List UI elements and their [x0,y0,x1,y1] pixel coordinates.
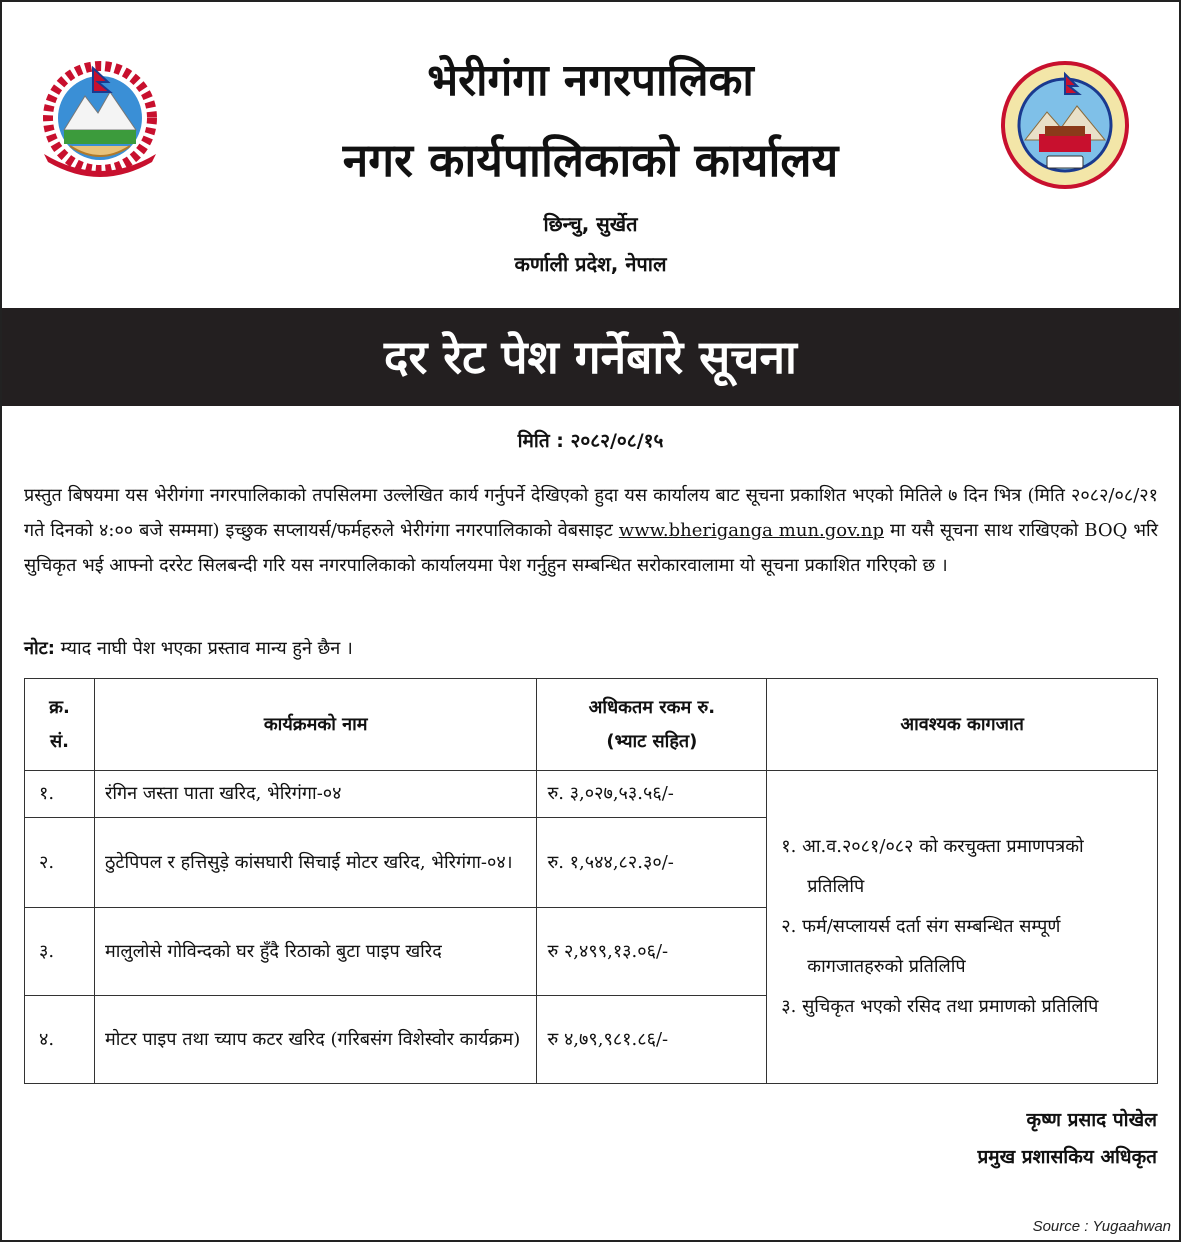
notice-body [24,478,1158,583]
notice-banner-title: दर रेट पेश गर्नेबारे सूचना [2,308,1179,406]
header-program-name: कार्यक्रमको नाम [94,679,537,771]
website-link[interactable]: www.bheriganga mun.gov.np [618,520,885,541]
required-documents-cell [767,771,1158,1084]
notice-body-part2: मा यसै सूचना साथ राखिएको BOQ भरि सुचिकृत भई आफ्नो दररेट सिलबन्दी गरि यस नगरपालिकाको कार्यालयमा पेश गर्नुहुन सम्बन्धित सरोकारवालामा यो सूचना प्रकाशित गरिएको छ । [24,520,1158,576]
row-program-name: ठुटेपिपल र हत्तिसुड़े कांसघारी सिचाई मोटर खरिद, भेरिगंगा-०४। [94,818,537,908]
row-program-name: मोटर पाइप तथा च्याप कटर खरिद (गरिबसंग विशेस्वोर कार्यक्रम) [94,996,537,1084]
table-row [25,771,1158,818]
row-program-name: रंगिन जस्ता पाता खरिद, भेरिगंगा-०४ [94,771,537,818]
source-credit: Source : Yugaahwan [1032,1218,1171,1235]
header-required-documents: आवश्यक कागजात [767,679,1158,771]
note-text: म्याद नाघी पेश भएका प्रस्ताव मान्य हुने छैन । [54,638,353,659]
document-item: २. फर्म/सप्लायर्स दर्ता संग सम्बन्धित सम्पूर्ण कागजातहरुको प्रतिलिपि [781,916,1061,977]
row-amount: रु २,४९९,१३.०६/- [537,908,767,996]
address-line2: कर्णाली प्रदेश, नेपाल [514,252,667,276]
table-header-row [25,679,1158,771]
row-serial: १. [25,771,95,818]
address-line1: छिन्चु, सुर्खेत [543,212,638,236]
notice-note [24,636,1158,660]
row-program-name: मालुलोसे गोविन्दको घर हुँदै रिठाको बुटा पाइप खरिद [94,908,537,996]
procurement-table [24,678,1158,1084]
notice-date: मिति : २०८२/०८/१५ [517,430,664,452]
row-serial: ३. [25,908,95,996]
header-max-amount: अधिकतम रकम रु. (भ्याट सहित) [537,679,767,771]
document-item: ३. सुचिकृत भएको रसिद तथा प्रमाणको प्रतिलिपि [781,996,1099,1017]
org-title-line1: भेरीगंगा नगरपालिका [427,55,754,106]
note-label: नोट: [24,638,55,659]
row-serial: २. [25,818,95,908]
document-item: १. आ.व.२०८१/०८२ को करचुक्ता प्रमाणपत्रको प्रतिलिपि [781,836,1084,897]
row-amount: रु ४,७९,९८१.८६/- [537,996,767,1084]
notice-body-part1: प्रस्तुत बिषयमा यस भेरीगंगा नगरपालिकाको तपसिलमा उल्लेखित कार्य गर्नुपर्ने देखिएको हुदा यस कार्यालय बाट सूचना प्रकाशित भएको मितिले ७ दिन भित्र (मिति २०८२/०८/२१ गते दिनको ४:०० बजे सम्ममा) इच्छुक सप्लायर्स/फर्महरुले भेरीगंगा नगरपालिकाको वेबसाइट [24,485,1158,541]
signatory-name: कृष्ण प्रसाद पोखेल [1026,1109,1157,1131]
row-amount: रु. ३,०२७,५३.५६/- [537,771,767,818]
org-title-line2: नगर कार्यपालिकाको कार्यालय [342,133,839,187]
signatory-designation: प्रमुख प्रशासकिय अधिकृत [977,1146,1157,1168]
row-serial: ४. [25,996,95,1084]
header-serial: क्र. सं. [25,679,95,771]
row-amount: रु. १,५४४,८२.३०/- [537,818,767,908]
